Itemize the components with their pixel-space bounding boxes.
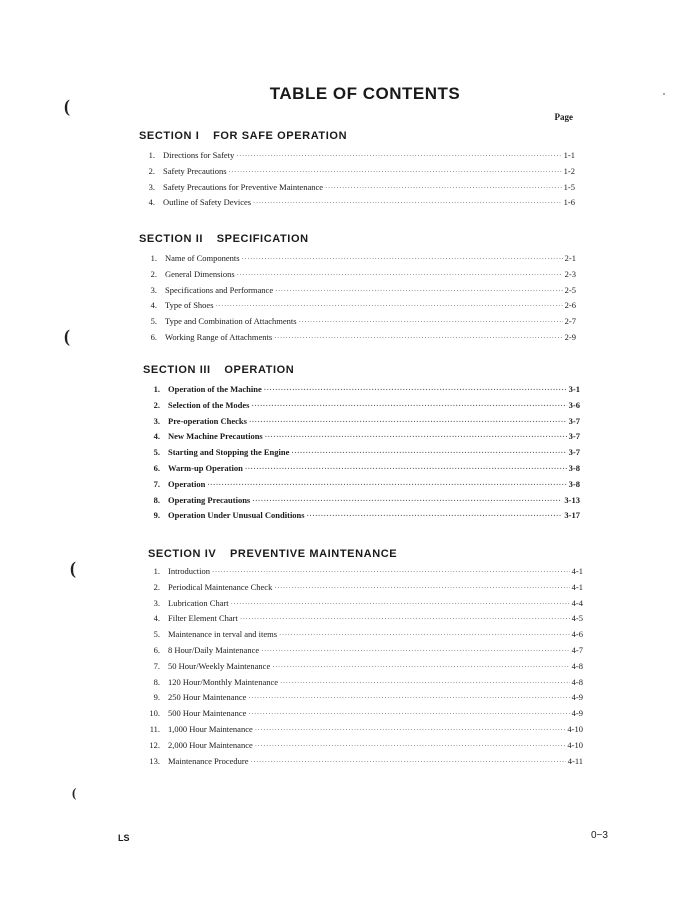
toc-entry[interactable]: 8. 120 Hour/Monthly Maintenance ····· 4-8 [140, 677, 583, 693]
toc-entry[interactable]: 6. Working Range of Attachments ····· 2-9 [137, 332, 576, 348]
section-number: SECTION II [139, 233, 204, 245]
toc-entry[interactable]: 1. Introduction ····· 4-1 [140, 566, 583, 582]
toc-entry[interactable]: 5. Type and Combination of Attachments ····· 2-7 [137, 316, 576, 332]
toc-entry[interactable]: 5. Starting and Stopping the Engine ····· 3-7 [140, 447, 580, 463]
section-heading [139, 130, 575, 142]
section-heading [143, 364, 580, 376]
binder-hole-mark: ( [72, 785, 77, 800]
toc-entry[interactable]: 1. Name of Components ····· 2-1 [137, 253, 576, 269]
toc-entry[interactable]: 1. Directions for Safety ····· 1-1 [135, 150, 575, 166]
section-name: SPECIFICATION [216, 233, 309, 245]
section-heading [139, 233, 576, 245]
toc-entry[interactable]: 4. New Machine Precautions ····· 3-7 [140, 431, 580, 447]
section-number: SECTION IV [148, 548, 217, 560]
section-number: SECTION III [143, 364, 211, 376]
toc-entry[interactable]: 3. Lubrication Chart ····· 4-4 [140, 598, 583, 614]
page-title: TABLE OF CONTENTS [269, 84, 461, 103]
toc-entry[interactable]: 9. 250 Hour Maintenance ····· 4-9 [140, 692, 583, 708]
toc-entry[interactable]: 1. Operation of the Machine ····· 3-1 [140, 384, 580, 400]
section-name: OPERATION [224, 364, 295, 376]
toc-entry[interactable]: 11. 1,000 Hour Maintenance ····· 4-10 [140, 724, 583, 740]
toc-entry[interactable]: 5. Maintenance in terval and items ····· 4-6 [140, 629, 583, 645]
toc-entry[interactable]: 6. 8 Hour/Daily Maintenance ····· 4-7 [140, 645, 583, 661]
toc-entry[interactable]: 3. Specifications and Performance ····· 2-5 [137, 285, 576, 301]
binder-hole-mark: ( [70, 558, 76, 578]
toc-entry[interactable]: 4. Filter Element Chart ····· 4-5 [140, 613, 583, 629]
toc-entry[interactable]: 4. Outline of Safety Devices ····· 1-6 [135, 197, 575, 213]
toc-entry[interactable]: 2. Selection of the Modes ····· 3-6 [140, 400, 580, 416]
toc-entry[interactable]: 3. Pre-operation Checks ····· 3-7 [140, 416, 580, 432]
section-name: PREVENTIVE MAINTENANCE [230, 548, 398, 560]
footer-code: LS [118, 833, 130, 843]
toc-entry[interactable]: 12. 2,000 Hour Maintenance ····· 4-10 [140, 740, 583, 756]
toc-entry[interactable]: 8. Operating Precautions ····· 3-13 [140, 495, 580, 511]
page-column-header: Page [554, 112, 573, 122]
section-number: SECTION I [139, 130, 200, 142]
toc-entry[interactable]: 2. Periodical Maintenance Check ····· 4-1 [140, 582, 583, 598]
binder-hole-mark: ( [64, 326, 70, 346]
toc-entry[interactable]: 10. 500 Hour Maintenance ····· 4-9 [140, 708, 583, 724]
toc-entry[interactable]: 4. Type of Shoes ····· 2-6 [137, 300, 576, 316]
toc-entry[interactable]: 2. General Dimensions ····· 2-3 [137, 269, 576, 285]
toc-entry[interactable]: 2. Safety Precautions ····· 1-2 [135, 166, 575, 182]
toc-section-1 [139, 130, 575, 213]
toc-entry[interactable]: 3. Safety Precautions for Preventive Maintenance ····· 1-5 [135, 182, 575, 198]
toc-entry[interactable]: 7. Operation ····· 3-8 [140, 479, 580, 495]
section-heading [148, 548, 583, 560]
toc-entry[interactable]: 6. Warm-up Operation ····· 3-8 [140, 463, 580, 479]
page-number: 0−3 [591, 830, 608, 841]
toc-section-3 [143, 364, 580, 526]
toc-entry[interactable]: 13. Maintenance Procedure ····· 4-11 [140, 756, 583, 772]
section-name: FOR SAFE OPERATION [213, 130, 348, 142]
toc-section-4 [148, 548, 583, 771]
toc-section-2 [139, 233, 576, 348]
toc-entry[interactable]: 7. 50 Hour/Weekly Maintenance ····· 4-8 [140, 661, 583, 677]
binder-hole-mark: ( [64, 96, 70, 116]
toc-entry[interactable]: 9. Operation Under Unusual Conditions ····· 3-17 [140, 510, 580, 526]
